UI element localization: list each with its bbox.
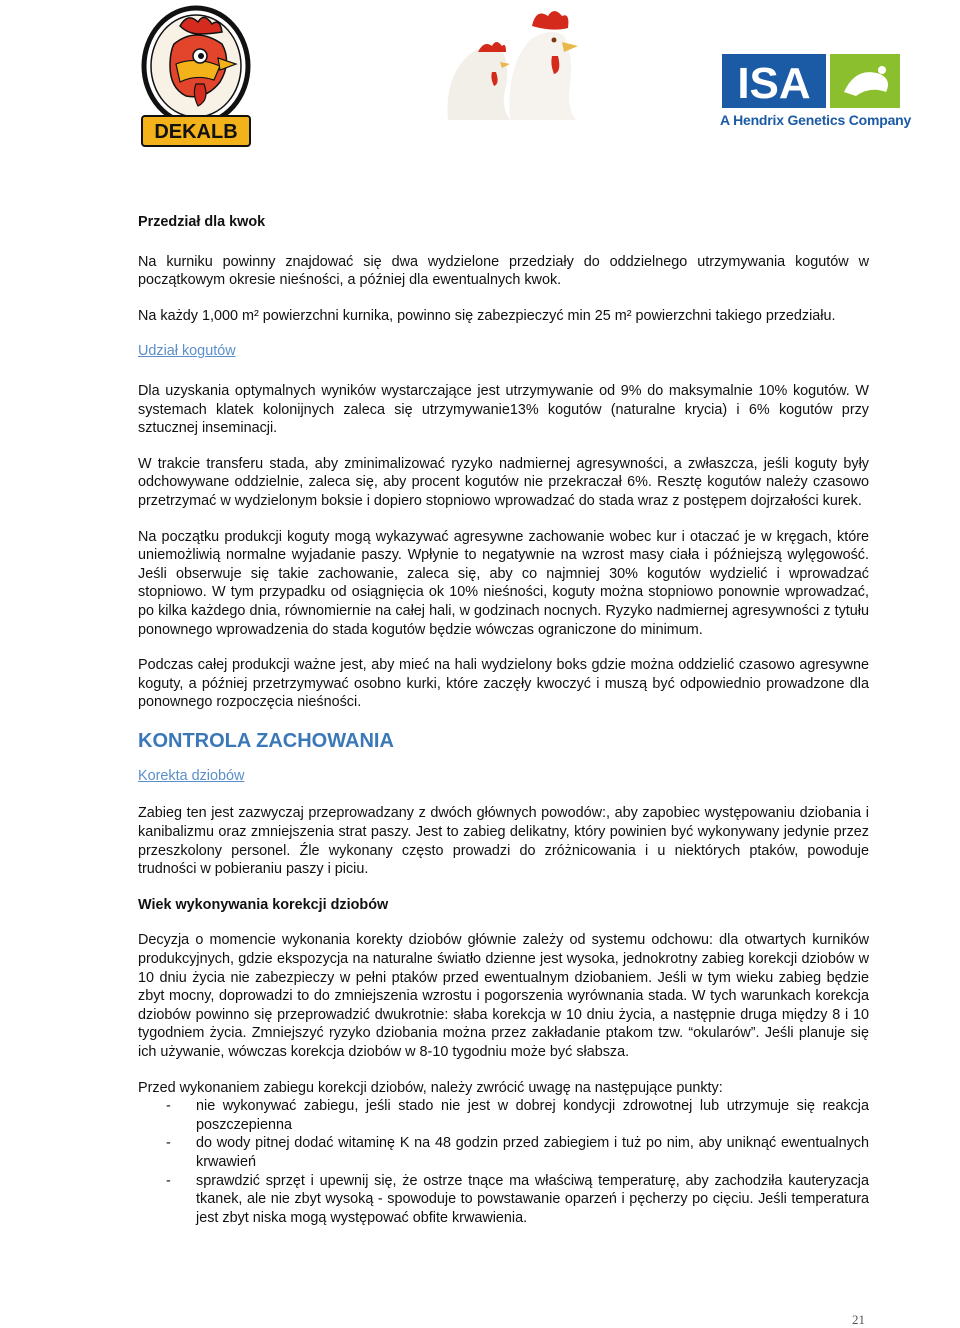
paragraph: W trakcie transferu stada, aby zminimalizować ryzyko nadmiernej agresywności, a zwłaszcza, jeśli koguty były odchowywane oddzielnie, zaleca się, aby procent kogutów nie przekraczał 6%. Resztę kogutów należy czasowo przetrzymać w wydzielonym boksie i dopiero stopniowo wprowadzać do stada wraz z postępem dojrzałości kurek. <box>138 455 869 509</box>
paragraph: Na początku produkcji koguty mogą wykazywać agresywne zachowanie wobec kur i otaczać je w kręgach, które uniemożliwią normalne wyjadanie paszy. Wpłynie to negatywnie na wzrost masy ciała i późniejszą wylęgowość. Jeśli obserwuje się takie zachowanie, zaleca się, aby co najmniej 30% kogutów wydzielić i wprowadzać stopniowo. W tym przypadku od osiągnięcia ok 10% nieśności, koguty można stopniowo ponownie wprowadzać, po kilka każdego dnia, równomiernie na całej hali, w godzinach nocnych. Ryzyko nadmiernej agresywności z tytułu ponownego wprowadzenia do stada kogutów będzie wówczas ograniczone do minimum. <box>138 528 869 638</box>
hens-image <box>440 6 580 120</box>
subheading-korekta-dziobow: Korekta dziobów <box>138 767 245 784</box>
paragraph: Dla uzyskania optymalnych wyników wystarczające jest utrzymywanie od 9% do maksymalnie 10% kogutów. W systemach klatek kolonijnych zaleca się utrzymywanie13% kogutów (naturalne krycia) i 6% kogutów przy sztucznej inseminacji. <box>138 382 869 437</box>
list-item-text: do wody pitnej dodać witaminę K na 48 godzin przed zabiegiem i tuż po nim, aby uniknąć ewentualnych krwawień <box>196 1135 869 1170</box>
list-marker: - <box>166 1135 171 1152</box>
isa-logo-subtitle: A Hendrix Genetics Company <box>720 112 912 128</box>
paragraph: Przed wykonaniem zabiegu korekcji dziobów, należy zwrócić uwagę na następujące punkty: <box>138 1079 723 1096</box>
isa-logo <box>720 52 912 132</box>
list-item <box>138 1097 869 1134</box>
document-body <box>138 213 869 1227</box>
subheading-wiek-korekcji: Wiek wykonywania korekcji dziobów <box>138 896 389 913</box>
page-number: 21 <box>852 1312 865 1327</box>
list-item-text: sprawdzić sprzęt i upewnij się, że ostrze tnące ma właściwą temperaturę, aby zachodziła kauteryzacja tkanek, ale nie zbyt wysoką - spowoduje to powstawanie oparzeń i pęcherzy po cięciu. Jeśli temperatura jest zbyt niska mogą występować obfite krwawienia. <box>196 1172 869 1226</box>
list-marker: - <box>166 1098 171 1115</box>
section-heading-kontrola-zachowania: KONTROLA ZACHOWANIA <box>138 729 394 752</box>
subheading-udzial-kogutow: Udział kogutów <box>138 343 236 360</box>
dekalb-logo <box>140 4 252 150</box>
section-title-kwok: Przedział dla kwok <box>138 214 266 230</box>
paragraph: Na każdy 1,000 m² powierzchni kurnika, powinno się zabezpieczyć min 25 m² powierzchni takiego przedziału. <box>138 307 836 324</box>
precautions-list <box>138 1097 869 1227</box>
isa-logo-text: ISA <box>737 59 811 108</box>
list-item-text: nie wykonywać zabiegu, jeśli stado nie jest w dobrej kondycji zdrowotnej lub utrzymuje się reakcja poszczepienna <box>196 1098 869 1133</box>
paragraph: Decyzja o momencie wykonania korekty dziobów głównie zależy od systemu odchowu: dla otwartych kurników produkcyjnych, gdzie ekspozycja na naturalne światło dzienne jest wysoka, jednokrotny zabieg korekcji dziobów w 10 dniu życia nie zabezpieczy w pełni ptaków przed ewentualnym dziobaniem. Jeśli w tym wieku zabieg będzie zbyt mocny, doprowadzi to do zmniejszenia wzrostu i pogorszenia wyrównania stada. W tych warunkach korekcja dziobów powinno się przeprowadzić dwukrotnie: słaba korekcja w 10 dniu życia, a następnie druga między 8 i 10 tygodniem życia. Zmniejszyć ryzyko dziobania można przez zakładanie ptakom tzw. “okularów”. Jeśli planuje się ich używanie, wówczas korekcja dziobów w 8-10 tygodniu może być słabsza. <box>138 932 869 1060</box>
paragraph: Na kurniku powinny znajdować się dwa wydzielone przedziały do oddzielnego utrzymywania kogutów w początkowym okresie nieśności, a później dla ewentualnych kwok. <box>138 253 869 289</box>
list-marker: - <box>166 1172 171 1189</box>
dekalb-logo-text: DEKALB <box>154 121 238 143</box>
paragraph: Podczas całej produkcji ważne jest, aby mieć na hali wydzielony boks gdzie można oddzielić czasowo agresywne koguty, a później przetrzymywać osobno kurki, które zaczęły kwoczyć i muszą być odpowiednio prowadzone dla ponownego rozpoczęcia nieśności. <box>138 657 869 711</box>
paragraph: Zabieg ten jest zazwyczaj przeprowadzany z dwóch głównych powodów:, aby zapobiec występowaniu dziobania i kanibalizmu oraz zmniejszenia strat paszy. Jest to zabieg delikatny, który powinien być wykonywany jedynie przez przeszkolony personel. Źle wykonany często prowadzi do zróżnicowania i u niektórych ptaków, powoduje trudności w pobieraniu paszy i piciu. <box>138 805 869 878</box>
list-item <box>138 1134 869 1171</box>
page-header <box>0 0 960 160</box>
list-item <box>138 1172 869 1228</box>
